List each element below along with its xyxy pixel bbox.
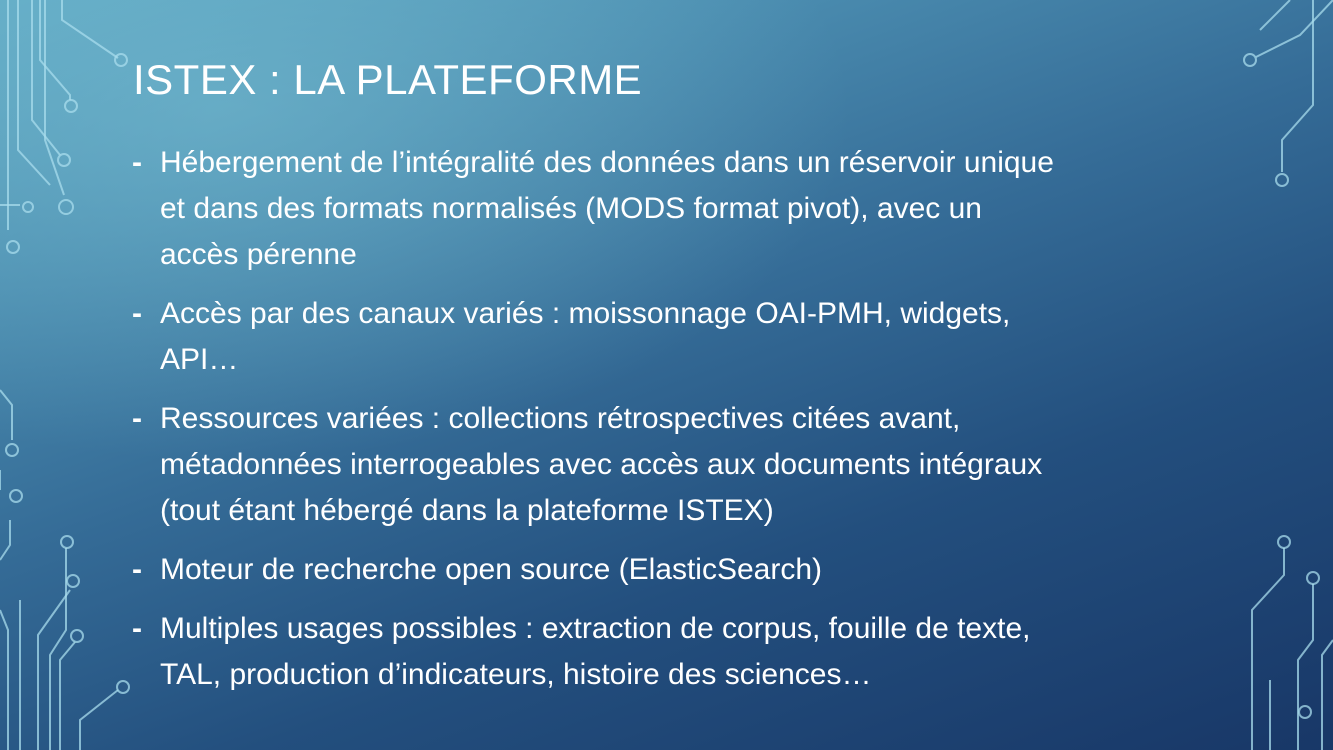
bullet-marker: -	[132, 553, 142, 586]
bullet-item	[132, 396, 1202, 534]
bullet-text: Ressources variées : collections rétrospectives citées avant, métadonnées interrogeables avec accès aux documents intégraux (tout étant hébergé dans la plateforme ISTEX)	[160, 402, 1043, 527]
bullet-text: Moteur de recherche open source (ElasticSearch)	[160, 553, 822, 586]
circuit-left-middle	[0, 390, 129, 750]
bullet-item	[132, 547, 1202, 593]
bullet-list	[132, 140, 1202, 711]
bullet-text: Multiples usages possibles : extraction de corpus, fouille de texte, TAL, production d’indicateurs, histoire des sciences…	[160, 612, 1031, 691]
bullet-marker: -	[132, 612, 142, 645]
circuit-top-right	[1244, 0, 1333, 186]
bullet-text: Hébergement de l’intégralité des données dans un réservoir unique et dans des formats normalisés (MODS format pivot), avec un accès pérenne	[160, 146, 1054, 271]
bullet-marker: -	[132, 146, 142, 179]
bullet-marker: -	[132, 297, 142, 330]
circuit-bottom-right	[1252, 536, 1333, 750]
bullet-item	[132, 606, 1202, 698]
bullet-marker: -	[132, 402, 142, 435]
circuit-top-left	[0, 0, 127, 253]
bullet-item	[132, 291, 1202, 383]
bullet-text: Accès par des canaux variés : moissonnage OAI-PMH, widgets, API…	[160, 297, 1011, 376]
bullet-item	[132, 140, 1202, 278]
slide-title: ISTEX : LA PLATEFORME	[133, 56, 643, 103]
